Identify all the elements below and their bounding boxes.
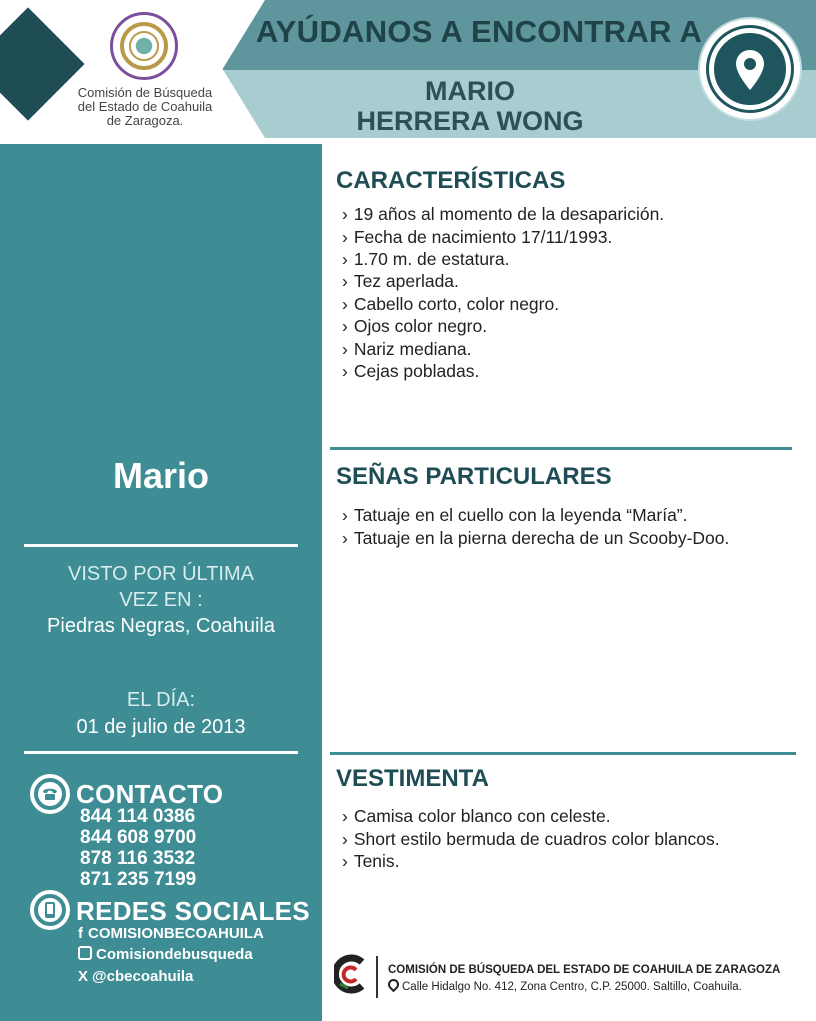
clothing-heading: VESTIMENTA	[336, 765, 489, 792]
clothing-item: › Tenis.	[342, 851, 400, 871]
section-divider	[330, 752, 796, 755]
x-link[interactable]	[78, 968, 193, 985]
instagram-icon	[78, 946, 92, 960]
x-icon: X	[78, 968, 89, 985]
characteristic-item: › Cejas pobladas.	[342, 361, 480, 381]
last-seen-label: VISTO POR ÚLTIMA	[68, 563, 254, 585]
header-title: AYÚDANOS A ENCONTRAR A	[255, 14, 703, 49]
smartphone-icon	[30, 890, 70, 930]
characteristic-item: › 1.70 m. de estatura.	[342, 249, 510, 269]
facebook-link[interactable]	[78, 925, 264, 942]
footer-address-text: Calle Hidalgo No. 412, Zona Centro, C.P. 25000. Saltillo, Coahuila.	[402, 981, 742, 993]
footer-address	[388, 979, 742, 993]
section-divider	[330, 447, 792, 450]
phone-number[interactable]: 844 114 0386	[80, 806, 196, 827]
phone-icon	[30, 774, 70, 814]
clothing-item: › Camisa color blanco con celeste.	[342, 806, 611, 826]
last-seen-label: VEZ EN :	[119, 589, 203, 611]
org-logo-line: Comisión de Búsqueda	[77, 85, 213, 100]
location-pin-icon	[386, 977, 402, 993]
x-handle: @cbecoahuila	[92, 968, 194, 985]
missing-person-first-name: Mario	[112, 455, 209, 496]
phone-number[interactable]: 844 608 9700	[80, 827, 197, 848]
org-seal-center	[120, 22, 168, 70]
map-pin-icon	[734, 49, 766, 91]
footer-org-name: COMISIÓN DE BÚSQUEDA DEL ESTADO DE COAHUILA DE ZARAGOZA	[388, 964, 781, 976]
characteristic-item: › Tez aperlada.	[342, 271, 459, 291]
characteristics-heading: CARACTERÍSTICAS	[336, 167, 566, 194]
date-value: 01 de julio de 2013	[76, 716, 246, 738]
divider	[24, 751, 298, 754]
org-logo-text	[60, 86, 230, 128]
last-seen-place: Piedras Negras, Coahuila	[47, 615, 275, 637]
social-heading: REDES SOCIALES	[76, 896, 310, 926]
org-logo-line: de Zaragoza.	[106, 113, 184, 128]
characteristic-item: › Cabello corto, color negro.	[342, 294, 560, 314]
characteristic-item: › Nariz mediana.	[342, 339, 472, 359]
phone-number[interactable]: 878 116 3532	[80, 848, 196, 869]
mark-item: › Tatuaje en la pierna derecha de un Scooby-Doo.	[342, 528, 730, 548]
contact-heading: CONTACTO	[76, 779, 224, 809]
facebook-icon: f	[78, 925, 83, 942]
name-line: MARIO	[425, 76, 515, 106]
footer-separator	[376, 956, 378, 998]
clothing-item: › Short estilo bermuda de cuadros color blancos.	[342, 829, 720, 849]
org-logo-line: del Estado de Coahuila	[77, 99, 213, 114]
characteristic-item: › Ojos color negro.	[342, 316, 488, 336]
instagram-handle: Comisiondebusqueda	[96, 946, 253, 963]
name-line: HERRERA WONG	[356, 106, 584, 136]
org-footer-logo	[334, 954, 370, 994]
phone-number[interactable]: 871 235 7199	[80, 869, 197, 890]
characteristic-item: › Fecha de nacimiento 17/11/1993.	[342, 227, 613, 247]
distinguishing-marks-heading: SEÑAS PARTICULARES	[336, 463, 612, 490]
missing-person-full-name	[330, 76, 610, 136]
date-label: EL DÍA:	[126, 689, 196, 711]
facebook-handle: COMISIONBECOAHUILA	[88, 925, 264, 942]
mark-item: › Tatuaje en el cuello con la leyenda “María”.	[342, 505, 688, 525]
divider	[24, 544, 298, 547]
instagram-link[interactable]	[78, 946, 253, 963]
characteristic-item: › 19 años al momento de la desaparición.	[342, 204, 665, 224]
